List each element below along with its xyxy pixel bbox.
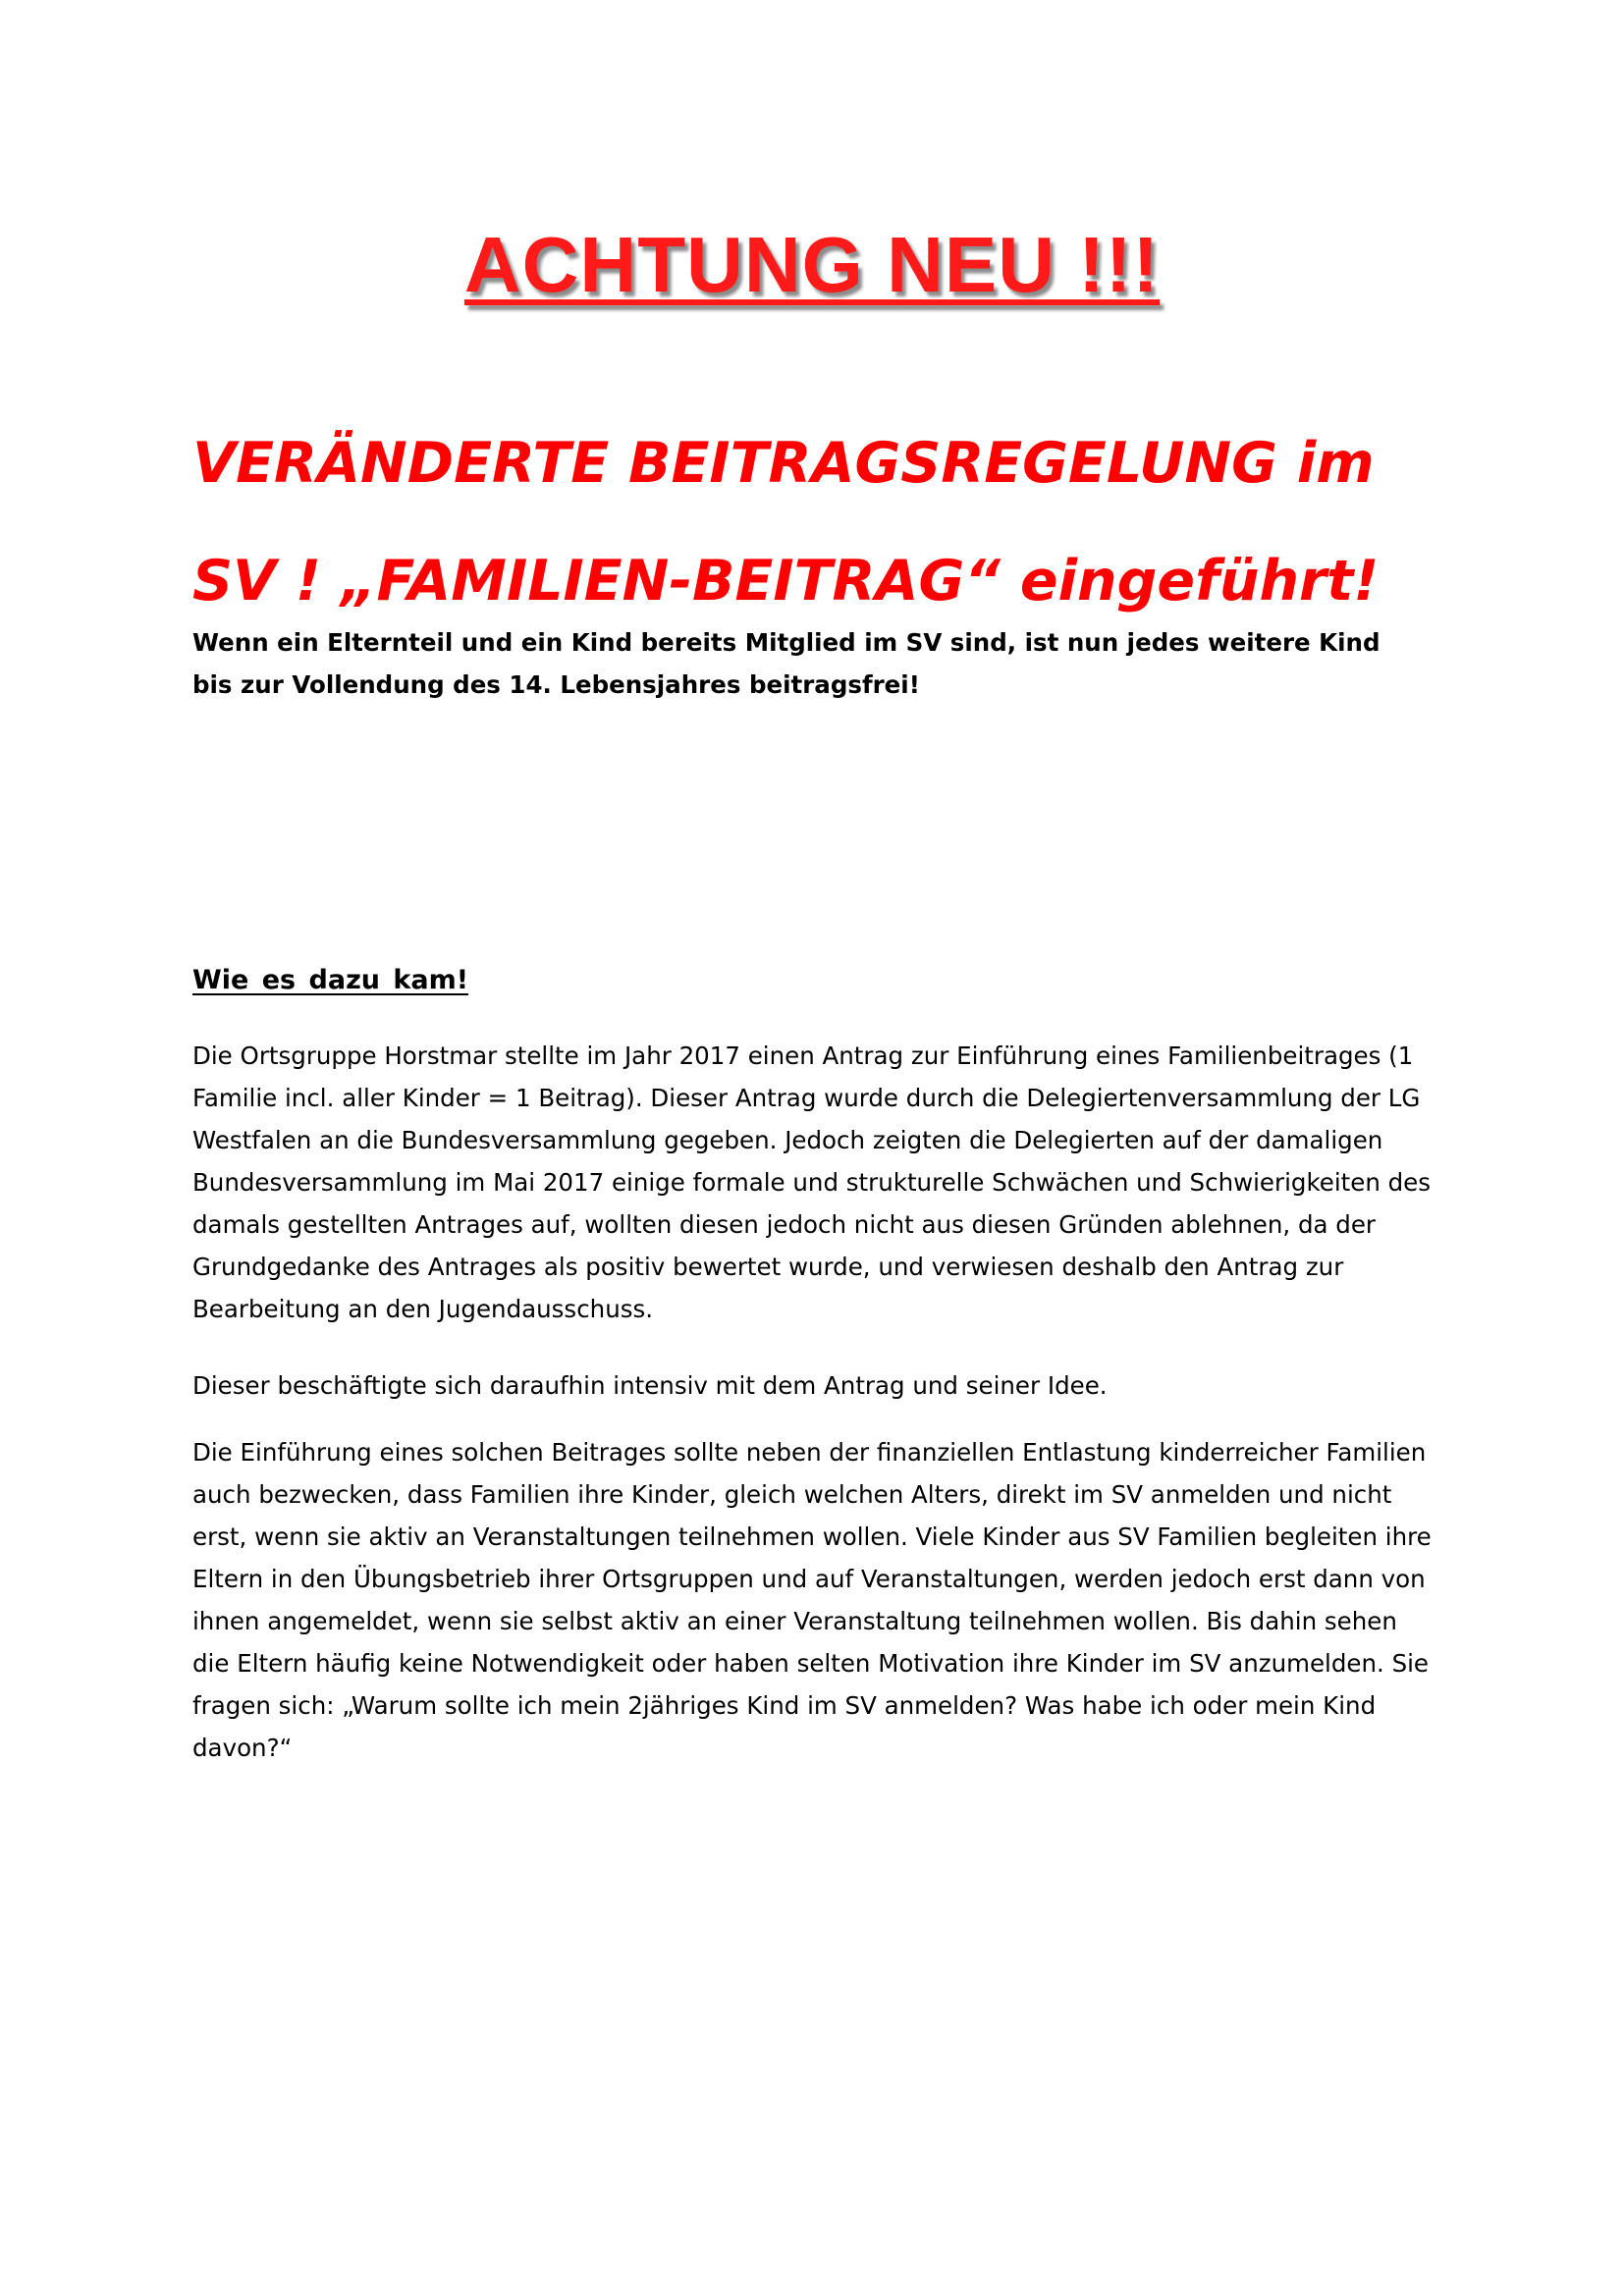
body-paragraph: Dieser beschäftigte sich daraufhin intensiv mit dem Antrag und seiner Idee. [192,1371,1108,1400]
subheadline: VERÄNDERTE BEITRAGSREGELUNG im SV ! „FAMILIEN-BEITRAG“ eingeführt! [192,431,1380,614]
intro-paragraph: Wenn ein Elternteil und ein Kind bereits Mitglied im SV sind, ist nun jedes weitere Kind bis zur Vollendung des 14. Lebensjahres beitragsfrei! [192,628,1380,699]
section-heading: Wie es dazu kam! [192,965,469,995]
body-paragraph: Die Ortsgruppe Horstmar stellte im Jahr 2017 einen Antrag zur Einführung eines Familienbeitrages (1 Familie incl. aller Kinder = 1 Beitrag). Dieser Antrag wurde durch die Delegiertenversammlung der LG Westfalen an die Bundesversammlung gegeben. Jedoch zeigten die Delegierten auf der damaligen Bundesversammlung im Mai 2017 einige formale und strukturelle Schwächen und Schwierigkeiten des damals gestellten Antrages auf, wollten diesen jedoch nicht aus diesen Gründen ablehnen, da der Grundgedanke des Antrages als positiv bewertet wurde, und verwiesen deshalb den Antrag zur Bearbeitung an den Jugendausschuss. [192,1041,1432,1323]
body-paragraph: Die Einführung eines solchen Beitrages sollte neben der finanziellen Entlastung kinderreicher Familien auch bezwecken, dass Familien ihre Kinder, gleich welchen Alters, direkt im SV anmelden und nicht erst, wenn sie aktiv an Veranstaltungen teilnehmen wollen. Viele Kinder aus SV Familien begleiten ihre Eltern in den Übungsbetrieb ihrer Ortsgruppen und auf Veranstaltungen, werden jedoch erst dann von ihnen angemeldet, wenn sie selbst aktiv an einer Veranstaltung teilnehmen wollen. Bis dahin sehen die Eltern häufig keine Notwendigkeit oder haben selten Motivation ihre Kinder im SV anzumelden. Sie fragen sich: „Warum sollte ich mein 2jähriges Kind im SV anmelden? Was habe ich oder mein Kind davon?“ [192,1438,1432,1762]
headline: ACHTUNG NEU !!! [463,221,1161,308]
